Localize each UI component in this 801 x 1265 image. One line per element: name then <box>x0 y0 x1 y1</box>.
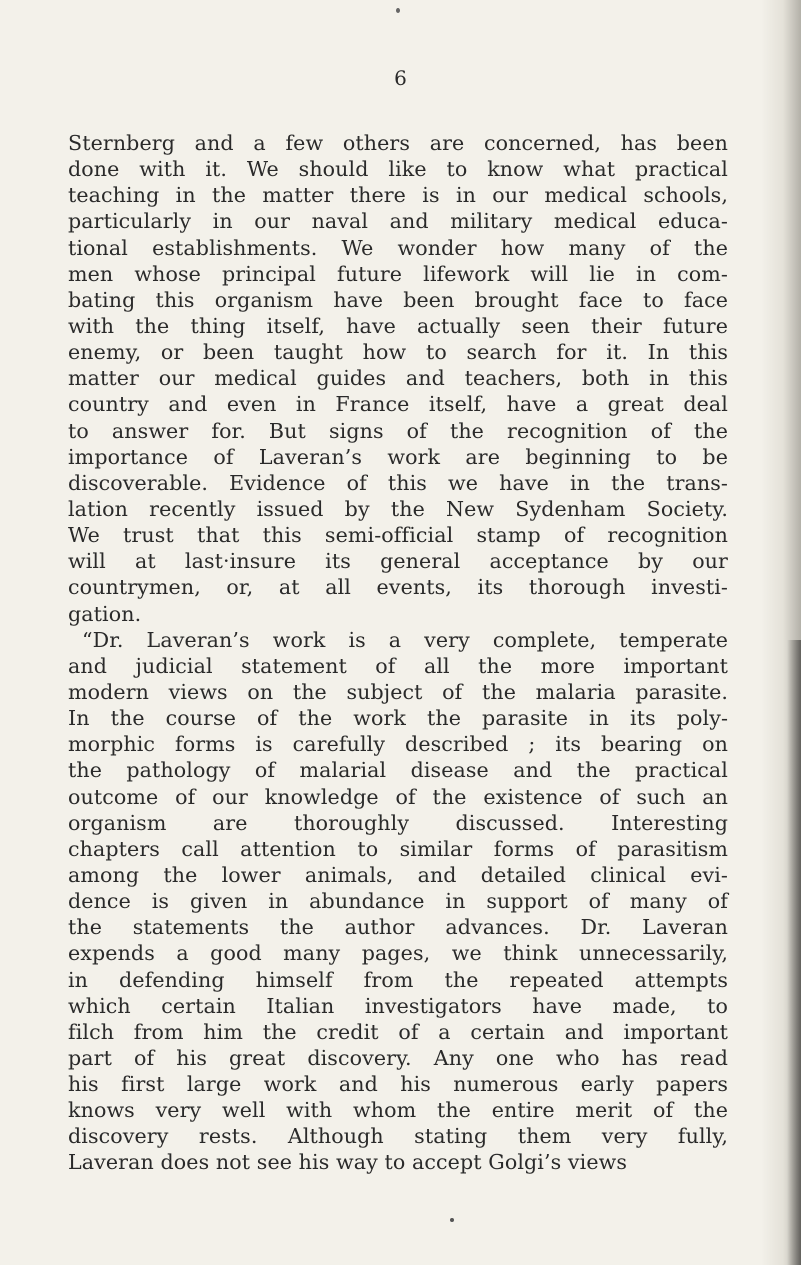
text-line: modern views on the subject of the malaria parasite. <box>68 679 728 704</box>
text-line: Laveran does not see his way to accept Golgi’s views <box>68 1150 628 1175</box>
text-line: lation recently issued by the New Sydenham Society. <box>68 496 728 521</box>
body-text <box>68 130 728 1176</box>
ink-speck <box>450 1218 454 1222</box>
text-line: the pathology of malarial disease and the practical <box>68 758 728 783</box>
text-line: men whose principal future lifework will lie in com- <box>68 261 728 286</box>
text-line: matter our medical guides and teachers, both in this <box>68 366 728 391</box>
text-line: discoverable. Evidence of this we have in the trans- <box>68 470 728 495</box>
text-line: the statements the author advances. Dr. Laveran <box>68 915 728 940</box>
text-line: with the thing itself, have actually seen their future <box>68 313 728 338</box>
text-line: filch from him the credit of a certain and important <box>68 1019 728 1044</box>
text-line: teaching in the matter there is in our medical schools, <box>68 183 728 208</box>
ink-speck <box>396 8 400 13</box>
text-line: will at last·insure its general acceptance by our <box>68 549 728 574</box>
binding-edge-shadow <box>787 640 801 1265</box>
text-line: tional establishments. We wonder how many of the <box>68 235 728 260</box>
text-line: gation. <box>68 601 142 626</box>
text-line: which certain Italian investigators have made, to <box>68 993 728 1018</box>
page-number: 6 <box>394 66 407 90</box>
text-line: and judicial statement of all the more important <box>68 653 728 678</box>
text-line: dence is given in abundance in support of many of <box>68 889 728 914</box>
text-line: morphic forms is carefully described ; its bearing on <box>68 732 728 757</box>
text-line: particularly in our naval and military medical educa- <box>68 209 728 234</box>
text-line: his first large work and his numerous early papers <box>68 1072 728 1097</box>
text-line: We trust that this semi-official stamp of recognition <box>68 523 728 548</box>
text-line: among the lower animals, and detailed clinical evi- <box>68 862 728 887</box>
text-line: enemy, or been taught how to search for it. In this <box>68 340 728 365</box>
text-line: in defending himself from the repeated attempts <box>68 967 728 992</box>
text-line: to answer for. But signs of the recognition of the <box>68 418 728 443</box>
text-line: bating this organism have been brought face to face <box>68 287 728 312</box>
text-line: “Dr. Laveran’s work is a very complete, temperate <box>82 627 728 652</box>
text-line: organism are thoroughly discussed. Interesting <box>68 810 728 835</box>
text-line: outcome of our knowledge of the existence of such an <box>68 784 728 809</box>
text-line: expends a good many pages, we think unnecessarily, <box>68 941 728 966</box>
text-line: In the course of the work the parasite in its poly- <box>68 706 728 731</box>
text-line: Sternberg and a few others are concerned, has been <box>68 131 728 155</box>
text-line: countrymen, or, at all events, its thorough investi- <box>68 575 728 600</box>
text-line: country and even in France itself, have a great deal <box>68 392 728 417</box>
text-line: chapters call attention to similar forms of parasitism <box>68 836 728 861</box>
text-line: part of his great discovery. Any one who has read <box>68 1045 728 1070</box>
text-line: knows very well with whom the entire merit of the <box>68 1098 728 1123</box>
text-line: done with it. We should like to know what practical <box>68 157 728 182</box>
text-line: discovery rests. Although stating them very fully, <box>68 1124 728 1149</box>
text-line: importance of Laveran’s work are beginning to be <box>68 444 728 469</box>
